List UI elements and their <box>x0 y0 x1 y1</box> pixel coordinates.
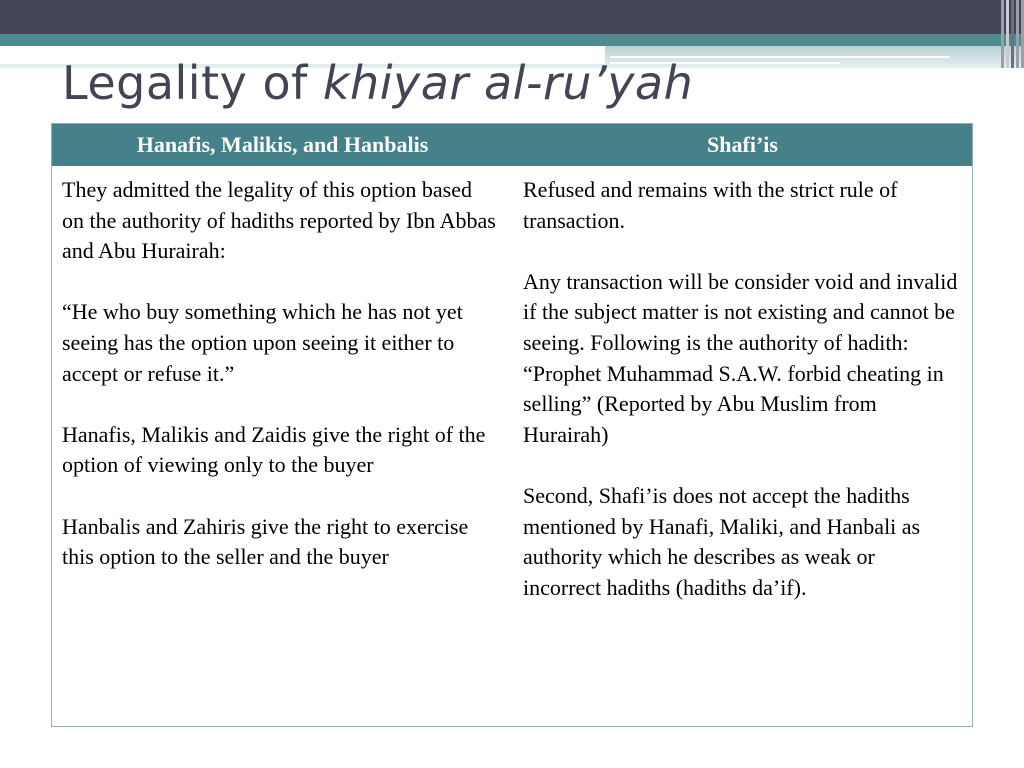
column-header-hanafis: Hanafis, Malikis, and Hanbalis <box>52 124 513 166</box>
left-paragraph: They admitted the legality of this option based on the authority of hadiths reported by Ibn Abbas and Abu Hurairah: <box>62 177 496 264</box>
left-column-cell <box>52 166 513 603</box>
table-row <box>52 166 972 603</box>
right-paragraph: Refused and remains with the strict rule of transaction. <box>523 177 898 233</box>
left-paragraph: Hanafis, Malikis and Zaidis give the right of the option of viewing only to the buyer <box>62 421 486 478</box>
title-plain: Legality of <box>62 56 323 110</box>
top-decorative-bar <box>0 0 1024 34</box>
decorative-stripes <box>994 0 1024 68</box>
slide-title <box>62 56 693 110</box>
comparison-table <box>51 123 973 727</box>
column-header-shafiis: Shafi’is <box>513 124 972 166</box>
right-column-cell <box>513 166 972 603</box>
left-paragraph: “He who buy something which he has not yet seeing has the option upon seeing it either to accept or refuse it.” <box>62 299 463 386</box>
left-paragraph: Hanbalis and Zahiris give the right to exercise this option to the seller and the buyer <box>62 513 469 570</box>
teal-decorative-band <box>0 34 1024 46</box>
table-header-row <box>52 124 972 166</box>
right-paragraph: Any transaction will be consider void and invalid if the subject matter is not existing and cannot be seeing. Following is the authority of hadith: “Prophet Muhammad S.A.W. forbid cheating in selling” (Reported by Abu Muslim from Hurairah) <box>523 268 958 447</box>
title-italic: khiyar al-ru’yah <box>322 56 694 110</box>
right-paragraph: Second, Shafi’is does not accept the hadiths mentioned by Hanafi, Maliki, and Hanbali as authority which he describes as weak or incorrect hadiths (hadiths da’if). <box>523 482 921 600</box>
